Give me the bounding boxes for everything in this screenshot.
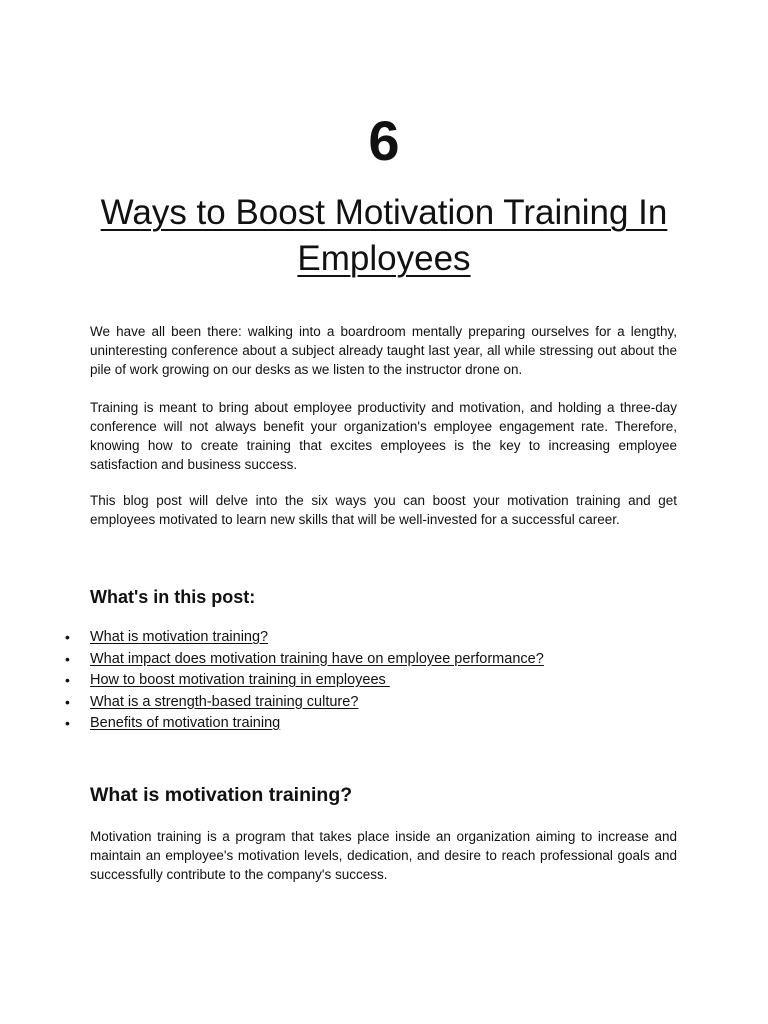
bullet-icon: • <box>65 629 70 645</box>
bullet-icon: • <box>65 650 70 667</box>
toc-link-benefits[interactable]: Benefits of motivation training <box>90 715 281 731</box>
intro-paragraph-1: We have all been there: walking into a boardroom mentally preparing ourselves for a lengthy, uninteresting conference about a subject already taught last year, all while stressing out about the pile of work growing on our desks as we listen to the instructor drone on. <box>90 324 677 377</box>
toc-link-impact-on-performance[interactable]: What impact does motivation training have on employee performance? <box>90 650 544 667</box>
title-number: 6 <box>368 109 400 172</box>
page-title-text: Ways to Boost Motivation Training In Employees <box>100 193 668 278</box>
toc-heading: What's in this post: <box>90 587 256 607</box>
section-paragraph: Motivation training is a program that takes place inside an organization aiming to increase and maintain an employee's motivation levels, dedication, and desire to reach professional goals and successfully contribute to the company's success. <box>90 829 677 882</box>
section-heading-what-is-motivation-training: What is motivation training? <box>90 784 353 806</box>
intro-paragraph-3: This blog post will delve into the six ways you can boost your motivation training and get employees motivated to learn new skills that will be well-invested for a successful career. <box>90 493 677 527</box>
bullet-icon: • <box>65 715 70 731</box>
intro-paragraph-2: Training is meant to bring about employee productivity and motivation, and holding a three-day conference will not always benefit your organization's employee engagement rate. Therefore, knowing how to create training that excites employees is the key to increasing employee satisfaction and business success. <box>90 400 677 472</box>
toc-link-what-is-motivation-training[interactable]: What is motivation training? <box>90 629 269 645</box>
bullet-icon: • <box>65 693 70 710</box>
page-title <box>60 190 708 282</box>
toc-link-how-to-boost[interactable]: How to boost motivation training in employees <box>90 672 390 688</box>
toc-link-strength-based-culture[interactable]: What is a strength-based training culture? <box>90 693 359 710</box>
bullet-icon: • <box>65 672 70 688</box>
